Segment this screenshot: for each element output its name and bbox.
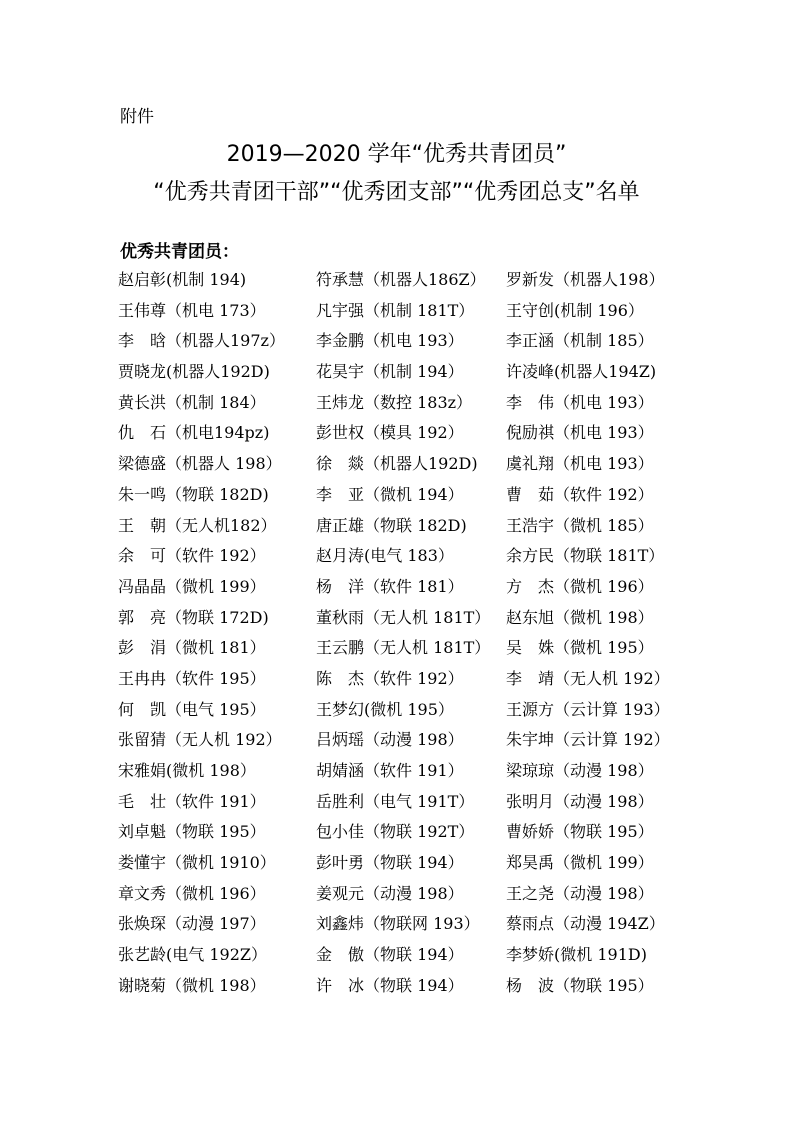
member-entry: 李正涵（机制 185）: [506, 331, 654, 351]
member-entry: 蔡雨点（动漫 194Z）: [506, 914, 665, 934]
member-entry: 赵启彰(机制 194): [118, 270, 247, 289]
member-entry: 李梦娇(微机 191D): [506, 945, 647, 965]
member-entry: 曹 茹（软件 192）: [506, 484, 654, 504]
member-entry: 罗新发（机器人198）: [506, 270, 665, 289]
member-entry: 毛 壮（软件 191）: [118, 791, 266, 811]
member-entry: 赵东旭（微机 198）: [506, 607, 654, 627]
member-entry: 吕炳瑶（动漫 198）: [316, 730, 464, 750]
member-entry: 黄长洪（机制 184）: [118, 392, 266, 412]
member-entry: 李 晗（机器人197z）: [118, 331, 285, 351]
member-entry: 何 凯（电气 195）: [118, 699, 266, 719]
member-entry: 许 冰（物联 194）: [316, 975, 464, 995]
member-entry: 刘卓魁（物联 195）: [118, 822, 266, 842]
member-entry: 王冉冉（软件 195）: [118, 668, 266, 688]
member-entry: 朱宇坤（云计算 192）: [506, 730, 670, 750]
member-entry: 王伟尊（机电 173）: [118, 300, 266, 320]
member-entry: 王梦幻(微机 195）: [316, 699, 454, 719]
member-entry: 包小佳（物联 192T）: [316, 822, 475, 842]
member-entry: 王源方（云计算 193）: [506, 699, 670, 719]
member-entry: 郑昊禹（微机 199）: [506, 853, 654, 873]
member-entry: 陈 杰（软件 192）: [316, 668, 464, 688]
member-entry: 王 朝（无人机182）: [118, 515, 277, 535]
member-entry: 张艺龄(电气 192Z）: [118, 945, 267, 965]
document-title-line-1: 2019—2020 学年“优秀共青团员”: [226, 142, 567, 167]
member-entry: 唐正雄（物联 182D): [316, 515, 467, 535]
member-entry: 杨 洋（软件 181）: [316, 576, 464, 596]
member-entry: 王浩宇（微机 185）: [506, 515, 654, 535]
section-heading: 优秀共青团员：: [120, 242, 239, 262]
member-entry: 董秋雨（无人机 181T）: [316, 607, 491, 627]
member-entry: 岳胜利（电气 191T）: [316, 791, 475, 811]
member-entry: 余 可（软件 192）: [118, 546, 266, 566]
member-entry: 李 亚（微机 194）: [316, 484, 464, 504]
member-entry: 许凌峰(机器人194Z): [506, 362, 657, 382]
member-entry: 杨 波（物联 195）: [506, 975, 654, 995]
member-entry: 徐 燚（机器人192D): [316, 454, 478, 474]
member-entry: 章文秀（微机 196）: [118, 883, 266, 903]
member-entry: 姜观元（动漫 198）: [316, 883, 464, 903]
document-title-line-2: “优秀共青团干部”“优秀团支部”“优秀团总支”名单: [153, 180, 640, 205]
member-entry: 李 靖（无人机 192）: [506, 668, 670, 688]
member-entry: 彭叶勇（物联 194）: [316, 853, 464, 873]
member-entry: 李金鹏（机电 193）: [316, 331, 464, 351]
member-entry: 张留猜（无人机 192）: [118, 730, 282, 750]
member-entry: 王云鹏（无人机 181T）: [316, 638, 491, 658]
member-entry: 梁琼琼（动漫 198）: [506, 761, 654, 780]
member-entry: 凡宇强（机制 181T）: [316, 300, 475, 320]
member-entry: 郭 亮（物联 172D): [118, 607, 269, 627]
member-entry: 刘鑫炜（物联网 193）: [316, 914, 480, 934]
member-entry: 朱一鸣（物联 182D): [118, 484, 269, 504]
member-entry: 符承慧（机器人186Z）: [316, 270, 486, 289]
member-entry: 仇 石（机电194pz): [118, 423, 270, 443]
member-entry: 彭世权（模具 192）: [316, 423, 464, 443]
member-entry: 谢晓菊（微机 198）: [118, 975, 266, 995]
member-entry: 梁德盛（机器人 198）: [118, 454, 282, 474]
member-entry: 冯晶晶（微机 199）: [118, 576, 266, 596]
member-entry: 娄懂宇（微机 1910）: [118, 853, 276, 873]
member-entry: 王炜龙（数控 183z）: [316, 392, 473, 412]
member-entry: 花昊宇（机制 194）: [316, 362, 464, 382]
member-entry: 倪励祺（机电 193）: [506, 423, 654, 443]
attachment-label: 附件: [120, 107, 154, 127]
member-entry: 王守创(机制 196）: [506, 300, 644, 320]
member-entry: 虞礼翔（机电 193）: [506, 454, 654, 474]
member-entry: 金 傲（物联 194）: [316, 945, 464, 965]
member-entry: 曹娇娇（物联 195）: [506, 822, 654, 842]
member-entry: 余方民（物联 181T）: [506, 546, 665, 566]
member-entry: 王之尧（动漫 198）: [506, 883, 654, 903]
member-entry: 胡婧涵（软件 191）: [316, 761, 464, 780]
member-entry: 方 杰（微机 196）: [506, 576, 654, 596]
member-entry: 宋雅娟(微机 198）: [118, 761, 256, 780]
member-entry: 张焕琛（动漫 197）: [118, 914, 266, 934]
member-entry: 张明月（动漫 198）: [506, 791, 654, 811]
member-entry: 彭 涓（微机 181）: [118, 638, 266, 658]
member-entry: 赵月涛(电气 183）: [316, 546, 454, 566]
member-entry: 李 伟（机电 193）: [506, 392, 654, 412]
member-entry: 贾晓龙(机器人192D): [118, 362, 270, 382]
member-entry: 吴 姝（微机 195）: [506, 638, 654, 658]
